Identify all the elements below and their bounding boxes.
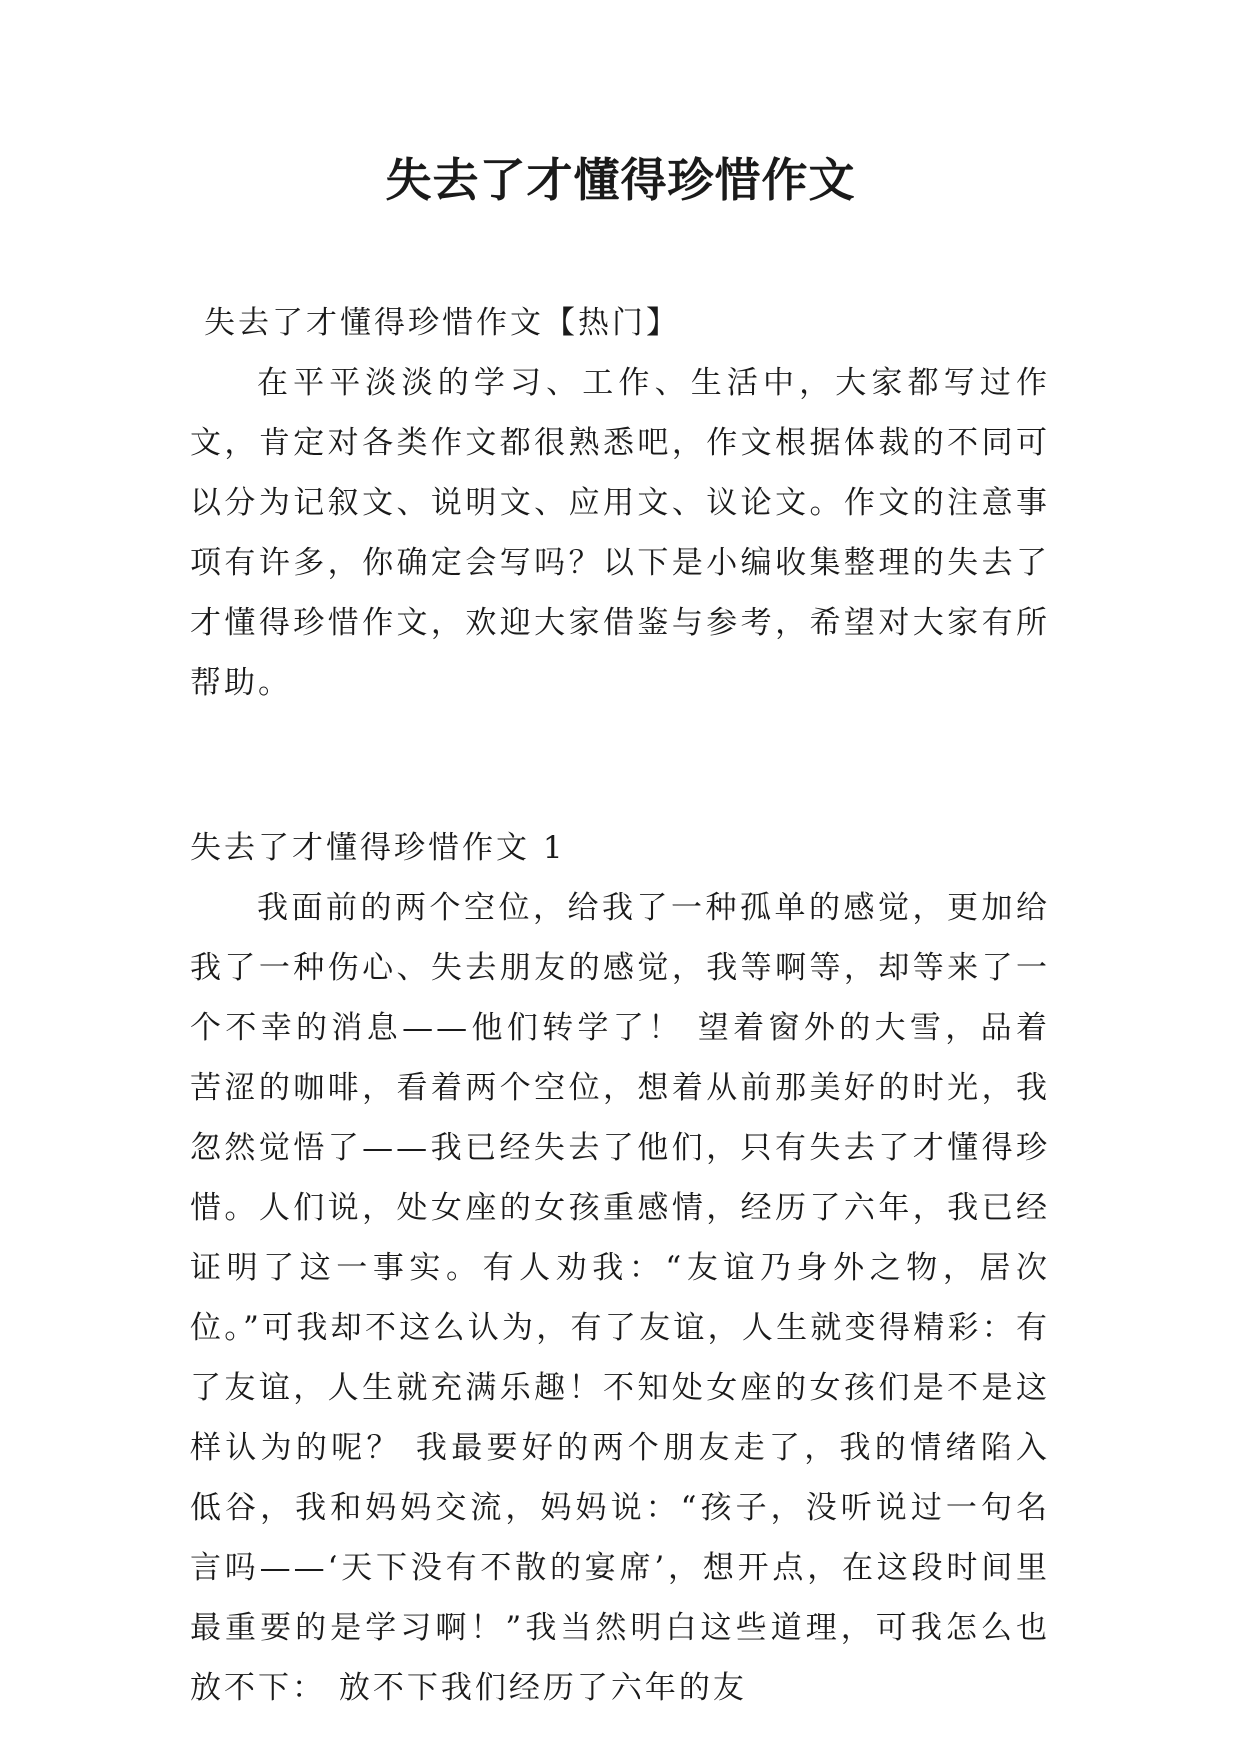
document-title: 失去了才懂得珍惜作文 (385, 153, 856, 207)
section-body-paragraph: 我面前的两个空位，给我了一种孤单的感觉，更加给我了一种伤心、失去朋友的感觉，我等啊等，却等来了一个不幸的消息——他们转学了！ 望着窗外的大雪，品着苦涩的咖啡，看着两个空位，想着从前那美好的时光，我忽然觉悟了——我已经失去了他们，只有失去了才懂得珍惜。人们说，处女座的女孩重感情，经历了六年，我已经证明了这一事实。有人劝我：“友谊乃身外之物，居次位。”可我却不这么认为，有了友谊，人生就变得精彩：有了友谊，人生就充满乐趣！不知处女座的女孩们是不是这样认为的呢？ 我最要好的两个朋友走了，我的情绪陷入低谷，我和妈妈交流，妈妈说：“孩子，没听说过一句名言吗——‘天下没有不散的宴席’，想开点，在这段时间里最重要的是学习啊！”我当然明白这些道理，可我怎么也放不下： 放不下我们经历了六年的友 (190, 890, 1050, 1706)
paragraph-spacer (190, 713, 1050, 818)
section-heading: 失去了才懂得珍惜作文 1 (190, 830, 566, 866)
document-subtitle: 失去了才懂得珍惜作文【热门】 (204, 305, 680, 341)
intro-paragraph: 在平平淡淡的学习、工作、生活中，大家都写过作文，肯定对各类作文都很熟悉吧，作文根据体裁的不同可以分为记叙文、说明文、应用文、议论文。作文的注意事项有许多，你确定会写吗？以下是小编收集整理的失去了才懂得珍惜作文，欢迎大家借鉴与参考，希望对大家有所帮助。 (190, 365, 1050, 701)
document-body (190, 293, 1050, 1718)
